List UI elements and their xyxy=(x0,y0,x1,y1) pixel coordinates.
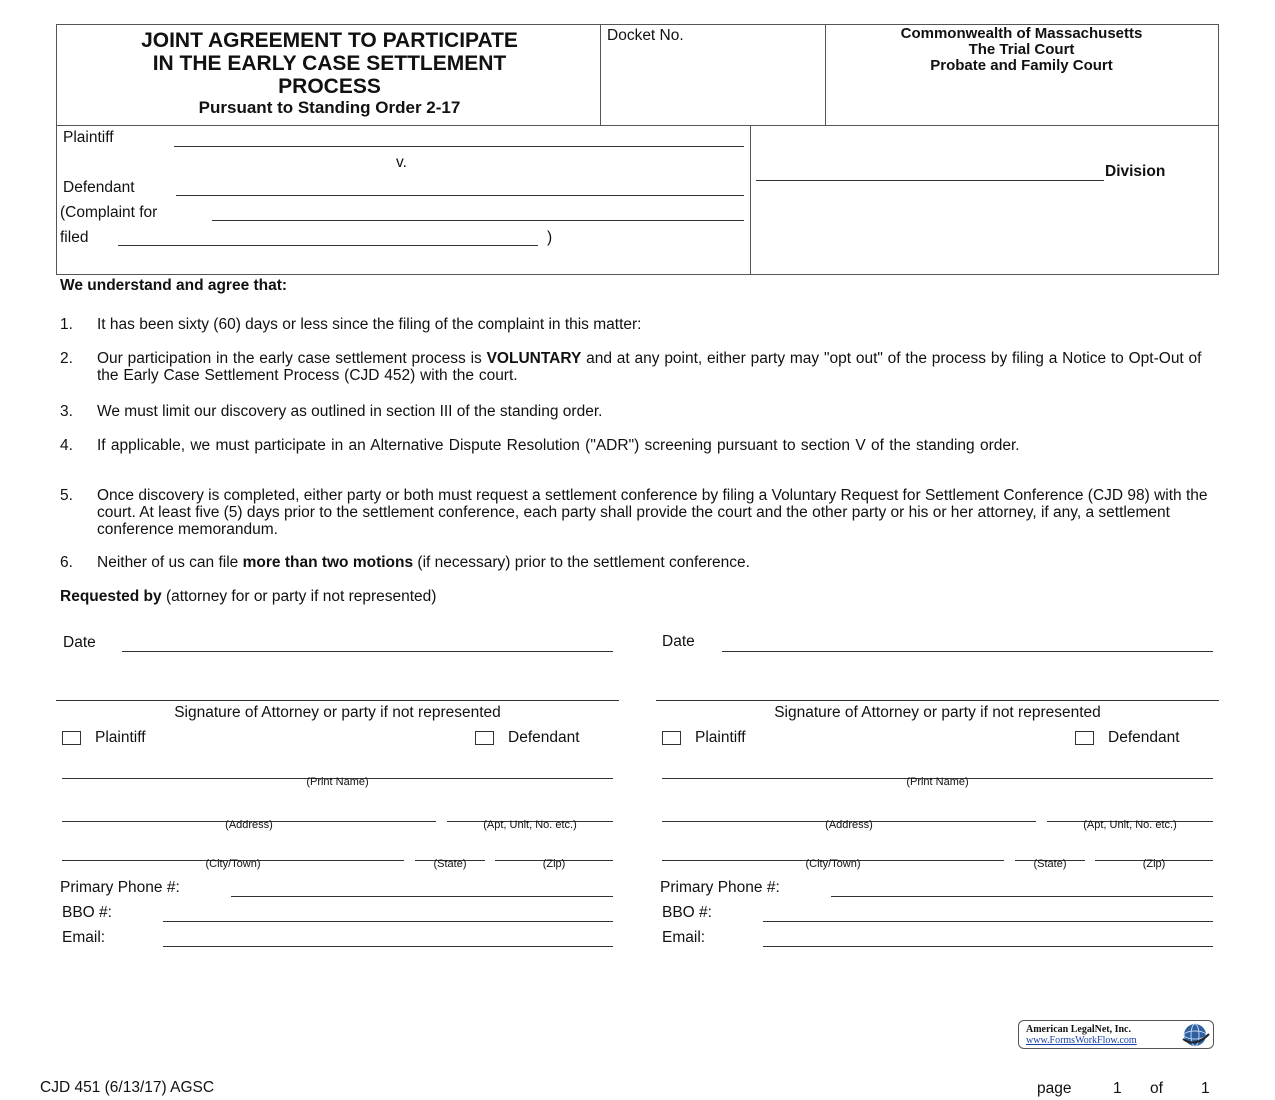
address-caption: (Address) xyxy=(225,819,273,831)
signature-label: Signature of Attorney or party if not represented xyxy=(174,704,501,721)
defendant-checkbox[interactable] xyxy=(475,731,494,745)
page-label: page xyxy=(1037,1080,1072,1097)
date-input[interactable] xyxy=(122,633,613,652)
form-title-line2: IN THE EARLY CASE SETTLEMENT xyxy=(152,52,507,75)
address-caption: (Address) xyxy=(825,819,873,831)
item-text: We must limit our discovery as outlined in section III of the standing order. xyxy=(97,403,603,420)
item-number: 5. xyxy=(60,487,73,504)
date-label: Date xyxy=(63,634,96,651)
docket-input[interactable] xyxy=(606,51,820,119)
signature-input[interactable] xyxy=(56,682,619,701)
item-number: 3. xyxy=(60,403,73,420)
date-input[interactable] xyxy=(722,633,1213,652)
item-text-post: and at any point, either party may "opt out" of the process by filing a Notice to Opt-Out of the Early Case Settlement Process (CJD 452) with the court. xyxy=(97,350,1202,384)
print-name-caption: (Print Name) xyxy=(306,776,369,788)
globe-icon xyxy=(1177,1022,1213,1048)
agreement-intro: We understand and agree that: xyxy=(60,277,288,294)
item-text-bold: VOLUNTARY xyxy=(486,350,582,367)
complaint-for-input[interactable] xyxy=(212,202,744,221)
court-probate: Probate and Family Court xyxy=(930,57,1113,74)
versus-label: v. xyxy=(396,154,407,171)
item-text: If applicable, we must participate in an Alternative Dispute Resolution ("ADR") screening pursuant to section V of the standing order. xyxy=(97,437,1020,454)
item-text xyxy=(97,554,1212,571)
header-title-box xyxy=(56,24,601,126)
item-number: 6. xyxy=(60,554,73,571)
item-text: It has been sixty (60) days or less since the filing of the complaint in this matter: xyxy=(97,316,642,333)
phone-input[interactable] xyxy=(831,878,1213,897)
bbo-label: BBO #: xyxy=(662,904,712,921)
apt-caption: (Apt, Unit, No. etc.) xyxy=(1083,819,1177,831)
defendant-input[interactable] xyxy=(176,177,744,196)
zip-caption: (Zip) xyxy=(542,858,566,870)
publisher-logo[interactable] xyxy=(1018,1020,1214,1049)
item-text: Once discovery is completed, either party or both must request a settlement conference by filing a Voluntary Request for Settlement Conference (CJD 98) with the court. At least five (5) days prior to the settlement conference, each party shall provide the court and the other party or his or her attorney, if any, a settlement conference memorandum. xyxy=(97,487,1208,538)
state-caption: (State) xyxy=(433,858,467,870)
court-box xyxy=(825,24,1219,126)
of-label: of xyxy=(1150,1080,1163,1097)
item-text-post: (if necessary) prior to the settlement conference. xyxy=(413,554,750,571)
phone-label: Primary Phone #: xyxy=(60,879,180,896)
email-label: Email: xyxy=(62,929,106,946)
defendant-checkbox[interactable] xyxy=(1075,731,1094,745)
plaintiff-input[interactable] xyxy=(174,128,744,147)
phone-input[interactable] xyxy=(231,878,613,897)
plaintiff-checkbox[interactable] xyxy=(662,731,681,745)
item-text xyxy=(97,350,1212,384)
filed-label: filed xyxy=(60,229,89,246)
email-input[interactable] xyxy=(763,928,1213,947)
requested-by-rest: (attorney for or party if not represented) xyxy=(161,588,437,605)
bbo-input[interactable] xyxy=(163,903,613,922)
email-input[interactable] xyxy=(163,928,613,947)
division-label: Division xyxy=(1105,163,1166,180)
email-label: Email: xyxy=(662,929,706,946)
filed-date-input[interactable] xyxy=(118,227,538,246)
plaintiff-checkbox-label: Plaintiff xyxy=(95,729,146,746)
bbo-input[interactable] xyxy=(763,903,1213,922)
defendant-checkbox-label: Defendant xyxy=(508,729,580,746)
state-caption: (State) xyxy=(1033,858,1067,870)
division-box xyxy=(750,125,1219,275)
requested-by xyxy=(60,588,436,606)
item-number: 4. xyxy=(60,437,73,454)
item-number: 1. xyxy=(60,316,73,333)
form-title-line1: JOINT AGREEMENT TO PARTICIPATE xyxy=(141,29,518,52)
item-number: 2. xyxy=(60,350,73,367)
signature-input[interactable] xyxy=(656,682,1219,701)
court-commonwealth: Commonwealth of Massachusetts xyxy=(900,25,1143,42)
date-label: Date xyxy=(662,633,695,650)
city-caption: (City/Town) xyxy=(205,858,261,870)
print-name-caption: (Print Name) xyxy=(906,776,969,788)
form-id: CJD 451 (6/13/17) AGSC xyxy=(40,1079,215,1096)
requested-by-bold: Requested by xyxy=(60,588,162,605)
docket-box xyxy=(600,24,826,126)
close-paren: ) xyxy=(547,229,553,246)
division-input[interactable] xyxy=(756,162,1104,181)
page-number: 1 xyxy=(1113,1080,1122,1097)
plaintiff-checkbox[interactable] xyxy=(62,731,81,745)
city-caption: (City/Town) xyxy=(805,858,861,870)
apt-caption: (Apt, Unit, No. etc.) xyxy=(483,819,577,831)
complaint-for-label: (Complaint for xyxy=(60,204,158,221)
docket-label: Docket No. xyxy=(607,27,684,44)
logo-company: American LegalNet, Inc. xyxy=(1026,1024,1131,1035)
page-total: 1 xyxy=(1201,1080,1210,1097)
court-trial: The Trial Court xyxy=(968,41,1075,58)
item-text-pre: Neither of us can file xyxy=(97,554,243,571)
signature-label: Signature of Attorney or party if not represented xyxy=(774,704,1101,721)
plaintiff-checkbox-label: Plaintiff xyxy=(695,729,746,746)
defendant-label: Defendant xyxy=(63,179,135,196)
defendant-checkbox-label: Defendant xyxy=(1108,729,1180,746)
form-title-line3: PROCESS xyxy=(278,75,381,98)
phone-label: Primary Phone #: xyxy=(660,879,780,896)
parties-box xyxy=(56,125,751,275)
bbo-label: BBO #: xyxy=(62,904,112,921)
item-text-bold: more than two motions xyxy=(242,554,414,571)
logo-url[interactable]: www.FormsWorkFlow.com xyxy=(1026,1035,1137,1046)
plaintiff-label: Plaintiff xyxy=(63,129,114,146)
item-text-pre: Our participation in the early case settlement process is xyxy=(97,350,487,367)
form-subtitle: Pursuant to Standing Order 2-17 xyxy=(198,98,461,117)
zip-caption: (Zip) xyxy=(1142,858,1166,870)
